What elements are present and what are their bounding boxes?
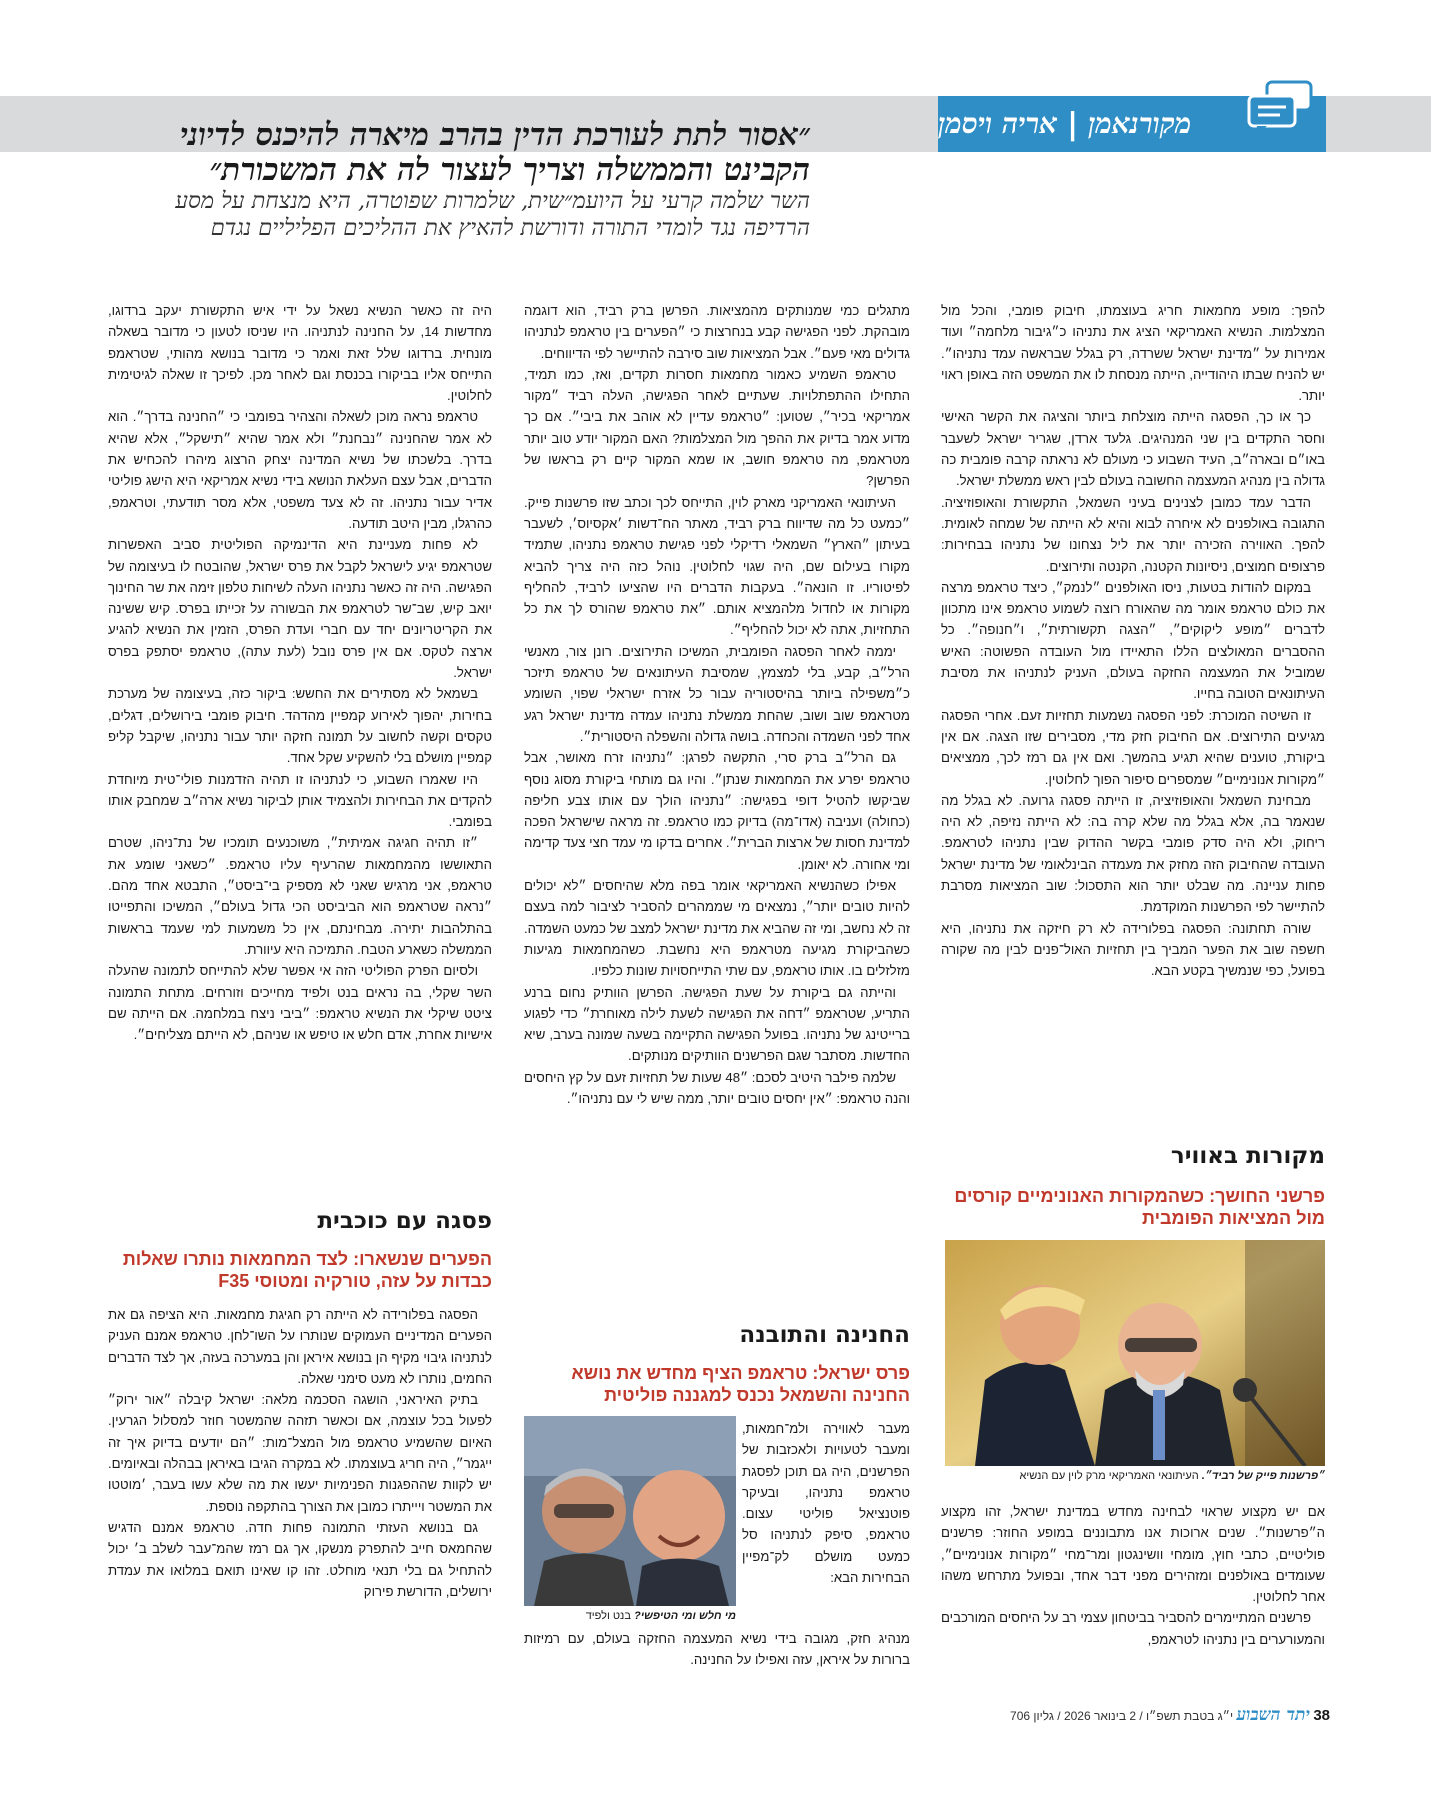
paragraph: שלמה פילבר היטיב לסכם: ״48 שעות של תחזיות זעם על קץ היחסים והנה טראמפ: ״אין יחסים טובים יותר, ממה שיש לי עם נתניהו״.	[524, 1069, 910, 1106]
paragraph: מתגלים כמי שמנותקים מהמציאות. הפרשן ברק רביד, הוא דוגמה מובהקת. לפני הפגישה קבע בנחרצות כי ״הפערים בין טראמפ לנתניהו גדולים מאי פעם״. אבל המציאות שוב סירבה להתיישר לפי הדיווחים.	[524, 303, 910, 361]
paragraph: מבחינת השמאל והאופוזיציה, זו הייתה פסגה גרועה. לא בגלל מה שנאמר בה, אלא בגלל מה שלא קרה בה: לא הייתה נזיפה, לא היה ריחוק, ולא היה סדק פומבי בקשר ההדוק שבין נתניהו לטראמפ. העובדה שהחיבוק הזה מחזק את מעמדה הבינלאומי של מדינת ישראל פחות עניינה. מה שבלט יותר הוא התסכול: שוב המציאות מסרבת להתיישר לפי הפרשנות המוקדמת.	[941, 792, 1325, 915]
paragraph: טראמפ נראה מוכן לשאלה והצהיר בפומבי כי ״החנינה בדרך״. הוא לא אמר שהחנינה ״נבחנת״ ולא אמר שהיא ״תישקל״, אלא שהיא בדרך. בלשכתו של נשיא המדינה יצחק הרצוג מיהרו להכחיש את הדברים, אבל עצם העלאת הנושא בידי נשיא אמריקאי היא הישג פוליטי אדיר עבור נתניהו. זה לא צעד משפטי, אלא מסר תודעתי, וטראמפ, כהרגלו, מבין היטב תודעה.	[108, 409, 492, 531]
header-separator: |	[1067, 106, 1079, 142]
paragraph: הדבר עמד כמובן לצנינים בעיני השמאל, התקשורת והאופוזיציה. התגובה באולפנים לא איחרה לבוא והיא לא הייתה של שמחה לאומית. להפך. האווירה הזכירה יותר את ליל נצחונו של נתניהו בבחירות: פרצופים חמוצים, ניסיונות הקטנה, הקנטה ותירוצים.	[941, 494, 1325, 574]
issue-date-line: י״ג בטבת תשפ״ו / 2 בינואר 2026 / גליון 706	[1010, 1709, 1234, 1723]
photo-caption-text: העיתונאי האמריקאי מרק לוין עם הנשיא	[1019, 1470, 1199, 1482]
subheadline: השר שלמה קרעי על היועמ״שית, שלמרות שפוטרה, היא מנצחת על מסע הרדיפה נגד לומדי התורה ודורשת להאיץ את ההליכים הפליליים נגדם	[175, 188, 810, 241]
photo-caption	[524, 1610, 736, 1622]
column-middle-side-text	[742, 1418, 910, 1588]
headline: ״אסור לתת לעורכת הדין בהרב מיארה להיכנס לדיוני הקבינט והממשלה וצריך לעצור לה את המשכורת״	[179, 117, 810, 188]
column-right	[941, 300, 1325, 982]
paragraph: ״זו תהיה חגיגה אמיתית״, משוכנעים תומכיו של נת־ניהו, שטרם התאוששו מהמחמאות שהרעיף עליו טראמפ. ״כשאני שומע את טראמפ, אני מרגיש שאני לא מספיק בי־ביסט״, התבטא אחד מהם. ״נראה שטראמפ הוא הביביסט הכי גדול בעולם״, המשיכו והתפייטו בהתלהבות יתירה. מבחינתם, אין כל משמעות למי שעמד בראשות הממשלה כשארע הטבח. התמיכה היא עיוורת.	[108, 835, 492, 957]
paragraph: מנהיג חזק, מגובה בידי נשיא המעצמה החזקה בעולם, עם רמיזות ברורות על איראן, עזה ואפילו על החנינה.	[524, 1631, 910, 1668]
paragraph: גם הרל״ב ברק סרי, התקשה לפרגן: ״נתניהו זרח מאושר, אבל טראמפ יפרע את המחמאות שנתן״. והיו גם מותחי ביקורת מסוג נוסף שביקשו להטיל דופי בפגישה: ״נתניהו הולך עם אותו צבע חליפה (כחולה) ועניבה (אדו־מה) בדיוק כמו טראמפ. זה מראה שישראל הפכה למדינת חסות של ארצות הברית״. אחרים בדקו מי עמד חצי צעד קדימה ומי אחורה. לא יאומן.	[524, 750, 910, 872]
paragraph: היה זה כאשר הנשיא נשאל על ידי איש התקשורת יעקב ברדוגו, מחדשות 14, על החנינה לנתניהו. היו שניסו לטעון כי מדובר בשאלה מונחית. ברדוגו שלל זאת ואמר כי מדובר בנושא מהותי, שטראמפ התייחס אליו בביקורו בכנסת וגם לאחר מכן. לפיכך זו שאלה לגיטימית לחלוטין.	[108, 303, 492, 404]
section-title: מקורות באוויר	[1170, 1143, 1325, 1169]
photo-caption	[945, 1470, 1325, 1482]
paragraph: יממה לאחר הפסגה הפומבית, המשיכו התירוצים. רונן צור, מאנשי הרל״ב, קבע, בלי למצמץ, שמסיבת העיתונאים של טראמפ תיזכר כ״משפילה ביותר בהיסטוריה עבור כל אזרח ישראלי שפוי, השומע מטראמפ שוב ושוב, שהחת ממשלת נתניהו עמדה מדינת ישראל רגע אחד לפני השמדה והכחדה. בושה גדולה והשפלה היסטורית״.	[524, 643, 910, 744]
paragraph: היו שאמרו השבוע, כי לנתניהו זו תהיה הזדמנות פולי־טית מיוחדת להקדים את הבחירות ולהצמיד אותן לביקור נשיא ארה״ב שמחבק אותו בפומבי.	[108, 771, 492, 830]
paragraph: פרשנים המתיימרים להסביר בביטחון עצמי רב על היחסים המורכבים והמעורערים בין נתניהו לטראמפ,	[941, 1610, 1325, 1647]
speech-bubbles-icon	[1245, 80, 1315, 138]
paragraph: במקום להודות בטעות, ניסו האולפנים ״לנמק״, כיצד טראמפ מרצה את כולם טראמפ אומר מה שהאורח רוצה לשמוע טראמפ אינו מתכוון לדברים ״מופע ליקוקים״, ״הצגה תקשורתית״, ו״חנופה״. כל ההסברים המאולצים הללו התאיידו מול העובדה הפשוטה: האיש שמוביל את המעצמה החזקה בעולם, העניק לנתניהו את מסיבת העיתונאים הטובה בחייו.	[941, 579, 1325, 702]
paragraph: הפסגה בפלורידה לא הייתה רק חגיגת מחמאות. היא הציפה גם את הפערים המדיניים העמוקים שנותרו על השו־לחן. טראמפ אמנם העניק לנתניהו גיבוי מקיף הן בנושא איראן והן במערכה בעזה, אך לצד הדברים החמים, נותרו לא מעט סימני שאלה.	[108, 1307, 492, 1386]
paragraph: בשמאל לא מסתירים את החשש: ביקור כזה, בעיצומה של מערכת בחירות, יהפוך לאירוע קמפיין מהדהד. חיבוק פומבי בירושלים, דגלים, טקסים וקשה לחשוב על תמונה חזקה יותר עבור נתניהו, שיקבל קליפ קמפיין מושלם בלי להשקיע שקל אחד.	[108, 686, 492, 766]
paragraph: בתיק האיראני, הושגה הסכמה מלאה: ישראל קיבלה ״אור ירוק״ לפעול בכל עוצמה, אם וכאשר תזהה שהמשטר חוזר למסלול הגרעין. האיום שהשמיע טראמפ מול המצל־מות: ״הם יודעים בדיוק איך זה ייגמר״, היה חריג בעוצמתו. לא במקרה הגיבו באיראן בבהלה ובאיומים. יש לקוות שההפגנות הפנימיות יעשו את מה שלא עשו בעבר, ׳מוטטו את המשטר ויייתרו כמובן את הצורך בהתקפה נוספת.	[108, 1392, 492, 1514]
column-left	[108, 300, 492, 1045]
paragraph: והייתה גם ביקורת על שעת הפגישה. הפרשן הוותיק נחום ברנע התריע, שטראמפ ״דחה את הפגישה לשעת לילה מאוחרת״ כדי לפגוע ברייטינג של נתניהו. בפועל הפגישה התקיימה בשעה שמונה בערב, שיא החדשות. מסתבר שגם הפרשנים הוותיקים מנותקים.	[524, 984, 910, 1064]
section-title: פסגה עם כוכבית	[317, 1208, 492, 1234]
section-title: החנינה והתובנה	[739, 1322, 910, 1348]
column-logo: מקורנאמן	[1088, 107, 1192, 140]
photo-caption-bold: מי חלש ומי הטיפשי?	[633, 1610, 736, 1622]
trump-levin-photo	[945, 1240, 1325, 1466]
photo-caption-bold: ״פרשנות פייק של רביד״.	[1201, 1470, 1325, 1482]
section-subtitle: הפערים שנשארו: לצד המחמאות נותרו שאלות כבדות על עזה, טורקיה ומטוסי F35	[122, 1249, 492, 1291]
photo-illustration	[524, 1416, 736, 1606]
column-right-lower	[941, 1501, 1325, 1650]
column-left-lower	[108, 1304, 492, 1602]
paragraph: לא פחות מעניינת היא הדינמיקה הפוליטית סביב האפשרות שטראמפ יגיע לישראל לקבל את פרס ישראל, שהובטח לו בעיצומה של הפגישה. היה זה כאשר נתניהו העלה לשיחות טלפון זימה את שר החינוך יואב קיש, שב־שר לטראמפ את הבשורה על זכייתו בפרס. קיש ששינה את הקריטריונים יחד עם חברי ועדת הפרס, הזמין את הנשיא להגיע ארצה לטקס. אם אין פרס נובל (לעת עתה), טראמפ יסתפק בפרס ישראל.	[108, 537, 492, 681]
paragraph: זו השיטה המוכרת: לפני הפסגה נשמעות תחזיות זעם. אחרי הפסגה מגיעים התירוצים. אם החיבוק חזק מדי, מסבירים שזו הצגה. אם אין ביקורת, טוענים שהיא תגיע בהמשך. ואם אין גם רמז לכך, ממציאים ״מקורות אנונימיים״ שמספרים סיפור הפוך לחלוטין.	[941, 707, 1325, 787]
photo-caption-text: בנט ולפיד	[585, 1610, 631, 1622]
paragraph: העיתונאי האמריקני מארק לוין, התייחס לכך וכתב שזו פרשנות פייק. ״כמעט כל מה שדיווח ברק רביד, מאתר הח־דשות ׳אקסיוס׳, לשעבר בעיתון ״הארץ״ השמאלי רדיקלי לפני פגישת טראמפ נתניהו, שתמיד מקורו בעילום שם, היה שגוי לחלוטין. נוהל כזה היה צריך להביא לפיטוריו. זו הונאה״. בעקבות הדברים היו שהציעו לרביד, להחליף מקורות או לחדול מלהמציא אותם. ״את טראמפ שהורס לך את כל התחזיות, אתה לא יכול להחליף״.	[524, 494, 910, 638]
paragraph: להפך: מופע מחמאות חריג בעוצמתו, חיבוק פומבי, והכל מול המצלמות. הנשיא האמריקאי הציג את נתניהו כ״גיבור מלחמה״ ועוד אמירות על ״מדינת ישראל ששרדה, רק בגלל שבראשה עמד נתניהו״. יש להניח שבתו היהודייה, הייתה מנסחת לו את המשפט הזה באופן ראוי יותר.	[941, 303, 1325, 404]
paragraph: טראמפ השמיע כאמור מחמאות חסרות תקדים, ואז, כמו תמיד, התחילו ההתפתלויות. שעתיים לאחר הפגישה, העלה רביד ״מקור אמריקאי בכיר״, שטוען: ״טראמפ עדיין לא אוהב את ביבי״. אם כך מדוע אמר בדיוק את ההפך מול המצלמות? האם המקור יודע טוב יותר מטראמפ, מה טראמפ חושב, או שמא המקור קיים רק בראשו של הפרשן?	[524, 366, 910, 489]
page-footer	[920, 1705, 1330, 1725]
section-subtitle: פרס ישראל: טראמפ הציף מחדש את נושא החנינה והשמאל נכנס למגננה פוליטית	[571, 1363, 910, 1405]
headline-block	[150, 118, 810, 242]
photo-illustration	[945, 1240, 1325, 1466]
column-middle	[524, 300, 910, 1109]
paragraph: ולסיום הפרק הפוליטי הזה אי אפשר שלא להתייחס לתמונה שהעלה השר שקלי, בה נראים בנט ולפיד מחייכים וזורחים. מתחת התמונה ציטט שיקלי את הנשיא טראמפ: ״ביבי ניצח במלחמה. אם הייתה שם אישיות אחרת, אדם חלש או טיפש או שניהם, לא הייתם מצליחים״.	[108, 963, 492, 1043]
bennett-lapid-photo	[524, 1416, 736, 1606]
paragraph: גם בנושא העזתי התמונה פחות חדה. טראמפ אמנם הדגיש שהחמאס חייב להתפרק מנשקו, אך גם רמז שהמ־עבר לשלב ב׳ יכול להתחיל גם בלי תנאי מוחלט. זהו קו שאינו תואם במלואו את עמדת ירושלים, הדורשת פירוק	[108, 1519, 492, 1599]
paragraph: שורה תחתונה: הפסגה בפלורידה לא רק חיזקה את נתניהו, היא חשפה שוב את הפער המביך בין תחזיות האול־פנים לבין מה שקורה בפועל, כפי שנמשיך בקטע הבא.	[941, 920, 1325, 979]
paragraph: כך או כך, הפסגה הייתה מוצלחת ביותר והציגה את הקשר האישי וחסר התקדים בין שני המנהיגים. גלעד ארדן, שגריר ישראל לשעבר באו״ם ובארה״ב, העיד השבוע כי מעולם לא נראתה קרבה פומבית כה גדולה בין מנהיג המעצמה החשובה בעולם לבין ראש ממשלת ישראל.	[941, 409, 1325, 489]
publication-brand: יתד השבוע	[1236, 1705, 1310, 1725]
author-name: אריה ויסמן	[938, 107, 1058, 140]
paragraph: מעבר לאווירה ולמ־חמאות, ומעבר לטעויות ולאכזבות של הפרשנים, היה גם תוכן לפסגת טראמפ נתניהו, ובעיקר פוטנציאל פוליטי עצום. טראמפ, סיפק לנתניהו סל כמעט מושלם לק־מפיין הבחירות הבא:	[742, 1421, 910, 1586]
paragraph: אם יש מקצוע שראוי לבחינה מחדש במדינת ישראל, זהו מקצוע ה״פרשנות״. שנים ארוכות אנו מתבוננים במופע החוזר: פרשנים פוליטיים, כתבי חוץ, מומחי וושינגטון ומר־מחי ״מקורות אנונימיים״, שעומדים באולפנים ומזהירים מפני דבר אחד, ובפועל מתרחש משהו אחר לחלוטין.	[941, 1504, 1325, 1605]
section-subtitle: פרשני החושך: כשהמקורות האנונימיים קורסים מול המציאות הפומבית	[954, 1186, 1325, 1228]
page-number: 38	[1313, 1707, 1330, 1724]
column-middle-bottom-text	[524, 1628, 910, 1671]
paragraph: אפילו כשהנשיא האמריקאי אומר בפה מלא שהיחסים ״לא יכולים להיות טובים יותר״, נמצאים מי שממהרים להסביר לציבור למה בעצם זה לא נחשב, ומי זה שהביא את מדינת ישראל למצב של כמעט השמדה. כשהביקורת מגיעה מטראמפ היא נחשבת. כשהמחמאות מגיעות מזלזלים בו. אותו טראמפ, עם שתי התייחסויות שונות כלפיו.	[524, 878, 910, 979]
